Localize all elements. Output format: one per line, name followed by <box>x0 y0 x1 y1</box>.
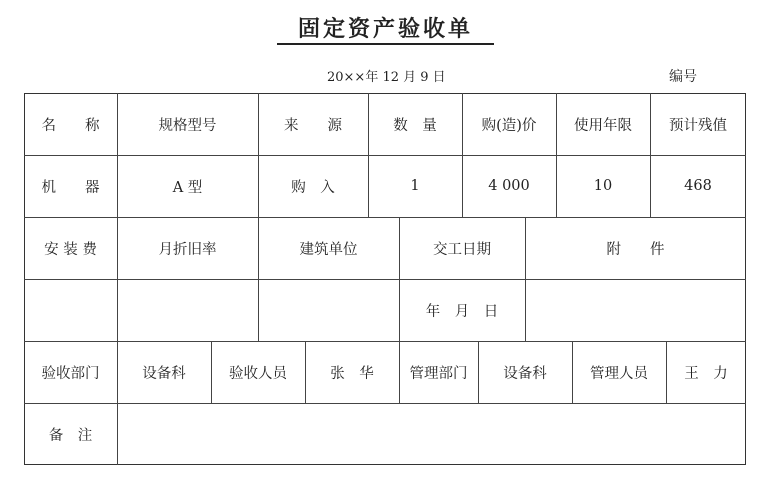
label-remarks: 备 注 <box>48 427 93 444</box>
header-source: 来 源 <box>284 117 342 134</box>
label-acceptance-dept: 验收部门 <box>41 365 100 382</box>
header-installation-fee: 安 装 费 <box>44 241 97 258</box>
asset-model: A 型 <box>172 179 203 196</box>
inspector-value: 张 华 <box>330 365 374 382</box>
remarks-value <box>117 403 746 465</box>
label-management-dept: 管理部门 <box>409 365 468 382</box>
manager-value: 王 力 <box>684 365 728 382</box>
header-depreciation-rate: 月折旧率 <box>158 241 217 258</box>
label-inspector: 验收人员 <box>229 365 287 382</box>
header-model: 规格型号 <box>158 117 217 134</box>
form-title: 固定资产验收单 <box>297 17 473 42</box>
header-handover-date: 交工日期 <box>433 241 491 258</box>
management-dept-value: 设备科 <box>503 365 547 382</box>
asset-quantity: 1 <box>410 178 420 194</box>
depreciation-rate-value <box>117 279 258 341</box>
header-service-life: 使用年限 <box>574 117 632 134</box>
label-manager: 管理人员 <box>590 365 648 382</box>
acceptance-dept-value: 设备科 <box>142 365 186 382</box>
asset-name: 机 器 <box>41 179 100 196</box>
attachments-value <box>525 279 746 341</box>
asset-source: 购 入 <box>291 179 335 196</box>
header-name: 名 称 <box>41 117 100 134</box>
header-residual-value: 预计残值 <box>669 117 727 134</box>
title-underline <box>277 43 494 45</box>
header-quantity: 数 量 <box>393 117 437 134</box>
serial-number-label: 编号 <box>669 69 697 85</box>
header-construction-unit: 建筑单位 <box>299 241 358 258</box>
construction-unit-value <box>258 279 399 341</box>
header-attachments: 附 件 <box>606 241 665 258</box>
asset-residual-value: 468 <box>684 178 712 194</box>
header-price: 购(造)价 <box>481 117 537 134</box>
form-date: 20××年 12 月 9 日 <box>327 70 446 85</box>
asset-price: 4 000 <box>488 178 530 194</box>
asset-service-life: 10 <box>593 178 613 194</box>
installation-fee-value <box>24 279 117 341</box>
handover-date-value: 年 月 日 <box>425 303 499 320</box>
